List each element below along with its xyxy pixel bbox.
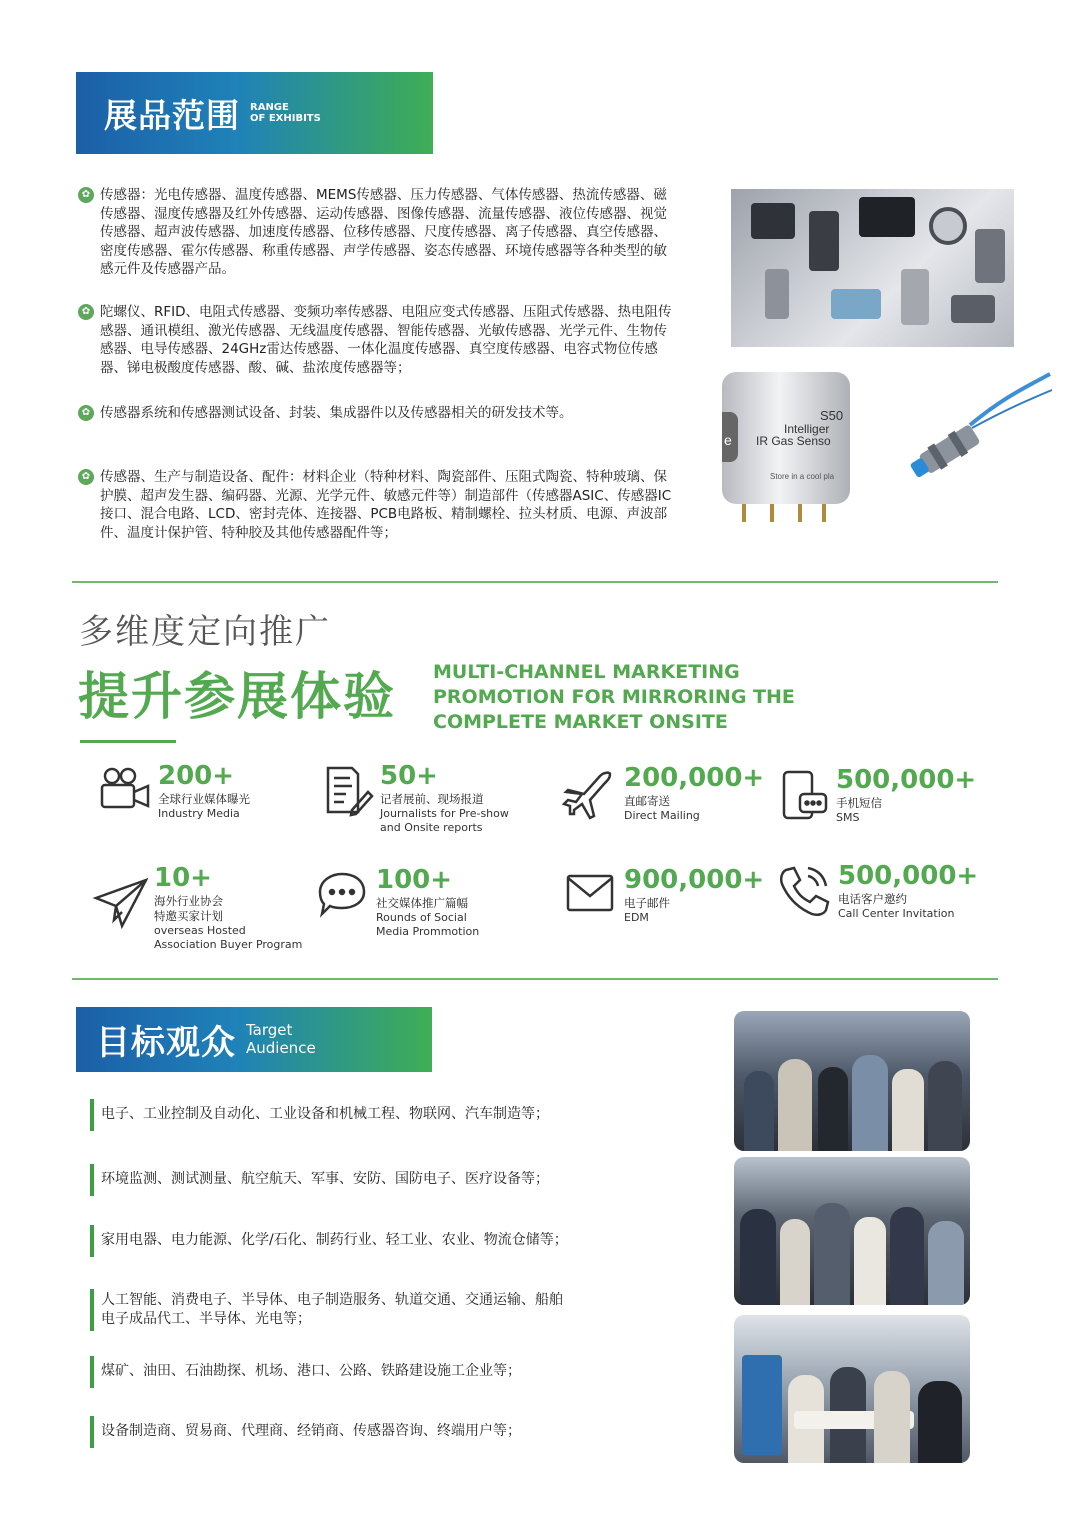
audience-item-4-line1: 人工智能、消费电子、半导体、电子制造服务、轨道交通、交通运输、船舶 bbox=[101, 1292, 563, 1308]
stat-number: 200+ bbox=[158, 761, 235, 791]
stat-label-en-2: Association Buyer Program bbox=[154, 938, 303, 951]
stat-number: 900,000+ bbox=[624, 865, 765, 895]
stat-label-zh-2: 特邀买家计划 bbox=[154, 909, 223, 923]
flower-bullet-icon: ✿ bbox=[78, 469, 94, 485]
stat-social-media bbox=[314, 866, 479, 939]
stat-label-zh: 电话客户邀约 bbox=[838, 892, 907, 906]
promotion-title-en-line3: COMPLETE MARKET ONSITE bbox=[433, 711, 728, 733]
stat-label-en: Direct Mailing bbox=[624, 809, 700, 822]
audience-item-6: 设备制造商、贸易商、代理商、经销商、传感器咨询、终端用户等； bbox=[90, 1416, 650, 1448]
stat-edm bbox=[562, 866, 764, 925]
phone-message-icon bbox=[774, 766, 830, 822]
section-divider-2 bbox=[72, 978, 998, 980]
promotion-title-underline bbox=[80, 740, 176, 743]
stat-label-en: EDM bbox=[624, 911, 649, 924]
audience-title-zh: 目标观众 bbox=[96, 1023, 236, 1063]
stat-label-zh: 全球行业媒体曝光 bbox=[158, 792, 250, 806]
promotion-title-en-line1: MULTI-CHANNEL MARKETING bbox=[433, 661, 740, 683]
audience-title-en-line1: Target bbox=[246, 1021, 293, 1040]
audience-item-3: 家用电器、电力能源、化学/石化、制药行业、轻工业、农业、物流仓储等； bbox=[90, 1225, 650, 1257]
stat-label-en: Journalists for Pre-show bbox=[380, 807, 509, 820]
gas-sensor-name-line1: Intelliger bbox=[784, 422, 830, 436]
business-meeting-photo bbox=[734, 1315, 970, 1463]
stat-sms bbox=[774, 766, 976, 825]
stat-label-zh: 手机短信 bbox=[836, 796, 882, 810]
stat-industry-media bbox=[96, 762, 250, 821]
stat-label-en: Rounds of Social bbox=[376, 911, 467, 924]
exhibit-bullet-4 bbox=[78, 468, 680, 542]
flower-bullet-icon: ✿ bbox=[78, 304, 94, 320]
target-audience-banner bbox=[76, 1007, 432, 1072]
flower-bullet-icon: ✿ bbox=[78, 405, 94, 421]
audience-item-4 bbox=[90, 1289, 650, 1331]
exhibition-crowd-photo-1 bbox=[734, 1011, 970, 1151]
exhibition-crowd-photo-2 bbox=[734, 1157, 970, 1305]
stat-journalists bbox=[318, 762, 509, 835]
stat-label-en-2: Media Prommotion bbox=[376, 925, 480, 938]
audience-item-4-line2: 电子成品代工、半导体、光电等； bbox=[101, 1311, 311, 1327]
flower-bullet-icon: ✿ bbox=[78, 187, 94, 203]
promotion-title-en bbox=[433, 660, 795, 735]
exhibit-bullet-text: 传感器、生产与制造设备、配件：材料企业（特种材料、陶瓷部件、压阻式陶瓷、特种玻璃、保护膜、超声发生器、编码器、光源、光学元件、敏感元件等）制造部件（传感器ASIC、传感器IC接口、混合电路、LCD、密封壳体、连接器、PCB电路板、精制螺栓、拉头材质、电源、声波部件、温度计保护管、特种胶及其他传感器配件等； bbox=[100, 469, 672, 541]
stat-label-zh: 电子邮件 bbox=[624, 896, 670, 910]
gas-sensor-model: S50 bbox=[820, 408, 844, 423]
stat-label-zh: 海外行业协会 bbox=[154, 894, 223, 908]
section-divider-1 bbox=[72, 581, 998, 583]
stat-label-zh: 记者展前、现场报道 bbox=[380, 792, 484, 806]
stat-number: 10+ bbox=[154, 863, 212, 893]
promotion-title-en-line2: PROMOTION FOR MIRRORING THE bbox=[433, 686, 795, 708]
stat-direct-mailing bbox=[562, 764, 764, 823]
gas-sensor-note: Store in a cool pla bbox=[770, 472, 835, 481]
proximity-sensor-image bbox=[900, 370, 1054, 490]
audience-title-en bbox=[246, 1022, 316, 1057]
stat-number: 200,000+ bbox=[624, 763, 765, 793]
stat-number: 500,000+ bbox=[836, 765, 977, 795]
audience-item-2: 环境监测、测试测量、航空航天、军事、安防、国防电子、医疗设备等； bbox=[90, 1164, 650, 1196]
gas-sensor-name-line2: IR Gas Senso bbox=[756, 434, 831, 448]
stat-number: 50+ bbox=[380, 761, 438, 791]
airplane-icon bbox=[562, 764, 618, 820]
paper-plane-icon bbox=[92, 874, 148, 930]
stat-label-en: overseas Hosted bbox=[154, 924, 246, 937]
stat-label-en-2: and Onsite reports bbox=[380, 821, 483, 834]
exhibit-bullet-3 bbox=[78, 404, 680, 423]
promotion-subtitle: 多维度定向推广 bbox=[79, 612, 331, 652]
video-camera-icon bbox=[96, 762, 152, 818]
promotion-title: 提升参展体验 bbox=[78, 668, 397, 727]
envelope-icon bbox=[562, 866, 618, 922]
exhibit-bullet-1 bbox=[78, 186, 680, 279]
range-title-en bbox=[250, 102, 321, 125]
stat-call-center bbox=[776, 862, 978, 921]
exhibit-bullet-text: 传感器系统和传感器测试设备、封装、集成器件以及传感器相关的研发技术等。 bbox=[100, 405, 573, 421]
sensors-product-photo bbox=[731, 189, 1014, 347]
document-icon bbox=[318, 762, 374, 818]
stat-label-en: Industry Media bbox=[158, 807, 240, 820]
range-title-en-line2: OF EXHIBITS bbox=[250, 113, 321, 124]
exhibit-bullet-text: 陀螺仪、RFID、电阻式传感器、变频功率传感器、电阻应变式传感器、压阻式传感器、热电阻传感器、通讯模组、激光传感器、无线温度传感器、智能传感器、光敏传感器、光学元件、生物传感器、电导传感器、24GHz雷达传感器、一体化温度传感器、真空度传感器、电容式物位传感器、锑电极酸度传感器、酸、碱、盐浓度传感器等； bbox=[100, 304, 672, 376]
stat-number: 100+ bbox=[376, 865, 453, 895]
chat-bubble-icon bbox=[314, 866, 370, 922]
stat-overseas-associations bbox=[92, 864, 302, 952]
stat-number: 500,000+ bbox=[838, 861, 979, 891]
stat-label-en: Call Center Invitation bbox=[838, 907, 955, 920]
stat-label-zh: 社交媒体推广篇幅 bbox=[376, 896, 468, 910]
audience-item-5: 煤矿、油田、石油勘探、机场、港口、公路、铁路建设施工企业等； bbox=[90, 1356, 650, 1388]
stat-label-en: SMS bbox=[836, 811, 860, 824]
phone-call-icon bbox=[776, 862, 832, 918]
exhibit-bullet-2 bbox=[78, 303, 680, 377]
audience-item-1: 电子、工业控制及自动化、工业设备和机械工程、物联网、汽车制造等； bbox=[90, 1099, 650, 1131]
exhibit-bullet-text: 传感器：光电传感器、温度传感器、MEMS传感器、压力传感器、气体传感器、热流传感器、磁传感器、湿度传感器及红外传感器、运动传感器、图像传感器、流量传感器、液位传感器、视觉传感器、超声波传感器、加速度传感器、位移传感器、尺度传感器、离子传感器、真空传感器、密度传感器、霍尔传感器、称重传感器、声学传感器、姿态传感器、环境传感器等各种类型的敏感元件及传感器产品。 bbox=[100, 187, 667, 278]
range-title-en-line1: RANGE bbox=[250, 101, 289, 113]
gas-sensor-side-label: e bbox=[724, 432, 732, 448]
audience-title-en-line2: Audience bbox=[246, 1038, 316, 1057]
range-title-zh: 展品范围 bbox=[104, 95, 240, 135]
stat-label-zh: 直邮寄送 bbox=[624, 794, 670, 808]
range-of-exhibits-banner bbox=[76, 72, 433, 154]
gas-sensor-image bbox=[722, 372, 850, 522]
